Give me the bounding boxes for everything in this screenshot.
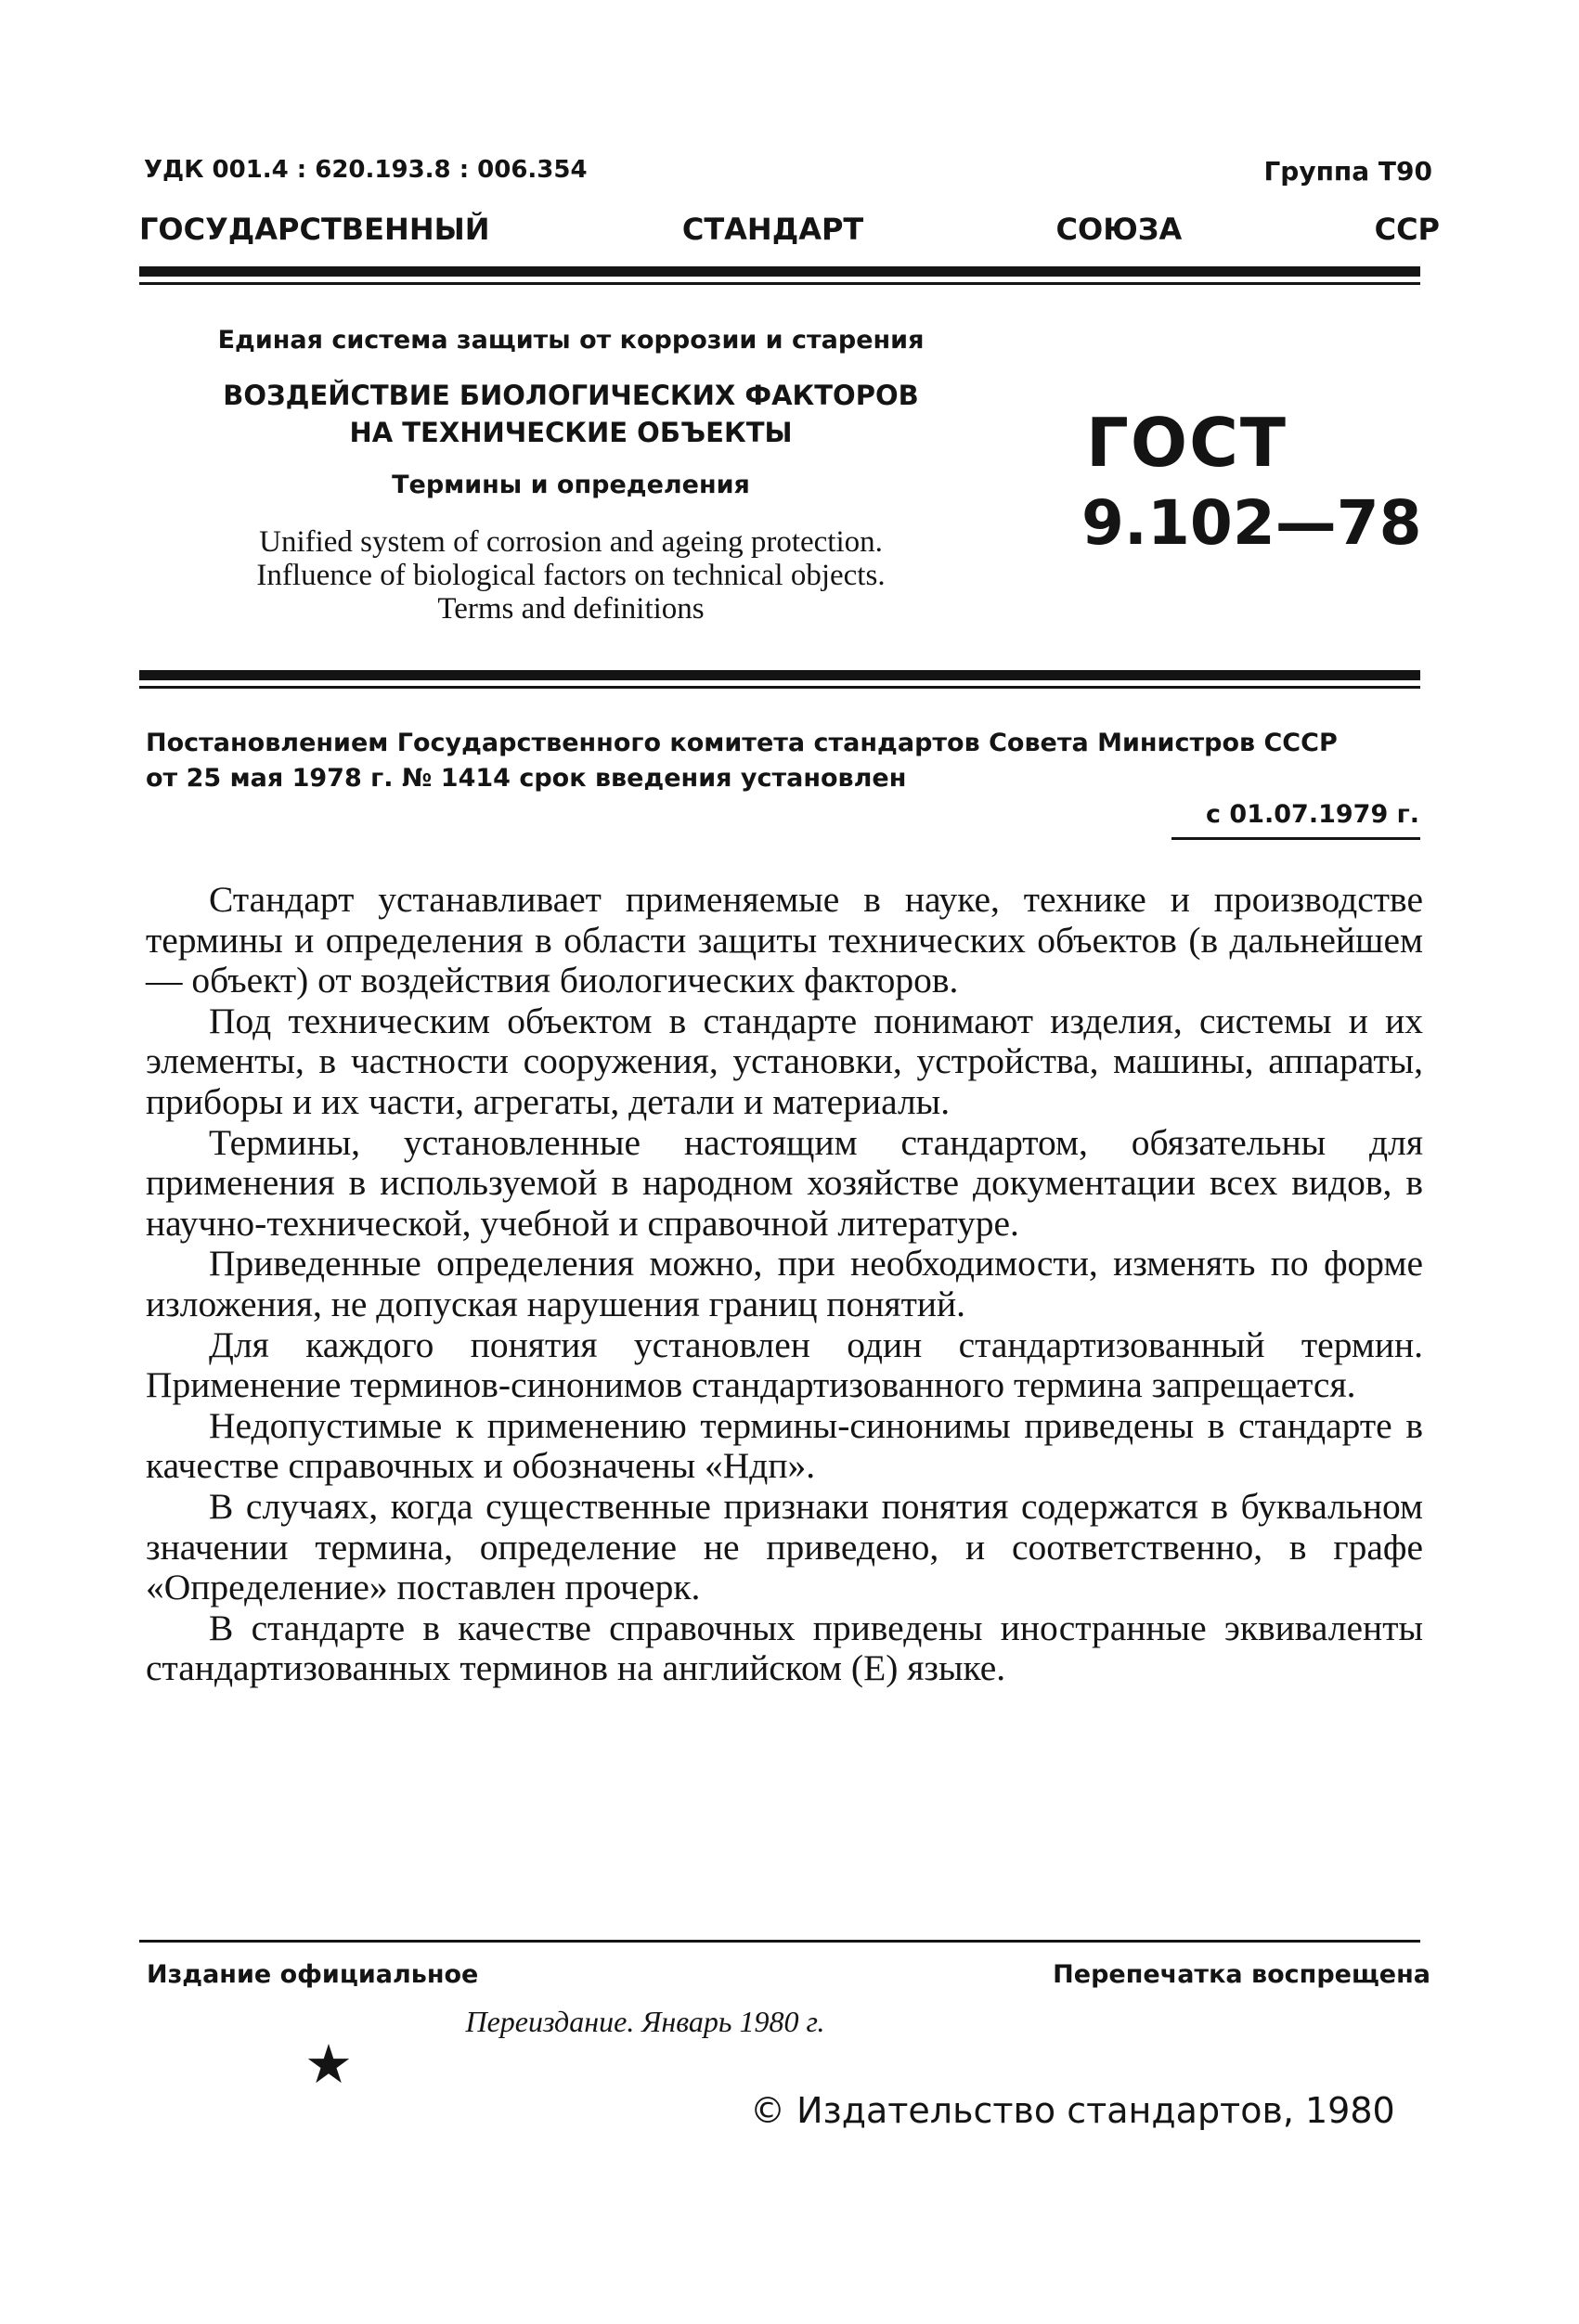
effective-date-underline — [1171, 837, 1420, 840]
paragraph: В стандарте в качестве справочных приведены иностранные эквиваленты стандартизованных терминов на английском (Е) языке. — [146, 1607, 1423, 1689]
paragraph: В случаях, когда существенные признаки понятия содержатся в буквальном значении термина, определение не приведено, и соответственно, в графе «Определение» поставлен прочерк. — [146, 1485, 1423, 1608]
english-title-line: Unified system of corrosion and ageing protection. — [259, 525, 883, 559]
subtitle: Термины и определения — [392, 471, 750, 499]
paragraph: Приведенные определения можно, при необходимости, изменять по форме изложения, не допуская нарушения границ понятий. — [146, 1243, 1423, 1324]
udk-code: УДК 001.4 : 620.193.8 : 006.354 — [144, 156, 588, 184]
english-title-line: Terms and definitions — [437, 592, 705, 626]
heading-word: ГОСУДАРСТВЕННЫЙ — [139, 212, 490, 247]
paragraph: Стандарт устанавливает применяемые в науке, технике и производстве термины и определения в области защиты технических объектов (в дальнейшем — объект) от воздействия биологических факторов. — [146, 879, 1423, 1001]
footer-rule — [139, 1940, 1420, 1943]
heading-word: ССР — [1374, 212, 1440, 247]
official-edition: Издание официальное — [147, 1960, 479, 1989]
heading-word: СОЮЗА — [1055, 212, 1183, 247]
group-code: Группа Т90 — [1263, 156, 1432, 187]
reissue-note: Переиздание. Январь 1980 г. — [465, 2005, 825, 2038]
main-title-line: ВОЗДЕЙСТВИЕ БИОЛОГИЧЕСКИХ ФАКТОРОВ — [223, 380, 919, 411]
paragraph: Термины, установленные настоящим стандартом, обязательны для применения в используемой в народном хозяйстве документации всех видов, в научно-технической, учебной и справочной литературе. — [146, 1121, 1423, 1244]
english-title-line: Influence of biological factors on technical objects. — [256, 559, 886, 592]
heading-word: СТАНДАРТ — [681, 212, 864, 247]
decree-line: Постановлением Государственного комитета стандартов Совета Министров СССР — [146, 729, 1338, 757]
paragraph: Под техническим объектом в стандарте понимают изделия, системы и их элементы, в частности сооружения, установки, устройства, машины, аппараты, приборы и их части, агрегаты, детали и материалы. — [146, 1000, 1423, 1122]
title-rule-thin — [139, 686, 1420, 689]
english-title — [139, 525, 1003, 626]
body-text — [146, 880, 1423, 1689]
main-title-line: НА ТЕХНИЧЕСКИЕ ОБЪЕКТЫ — [349, 417, 793, 448]
gost-number: 9.102—78 — [1081, 487, 1422, 559]
gost-label: ГОСТ — [1086, 404, 1288, 482]
no-reprint-notice: Перепечатка воспрещена — [1053, 1960, 1430, 1989]
decree-line: от 25 мая 1978 г. № 1414 срок введения установлен — [146, 764, 907, 793]
header-rule-thin — [139, 282, 1420, 285]
copyright: © Издательство стандартов, 1980 — [750, 2090, 1395, 2131]
main-title — [139, 377, 1003, 451]
paragraph: Недопустимые к применению термины-синонимы приведены в стандарте в качестве справочных и обозначены «Ндп». — [146, 1404, 1423, 1487]
title-rule-thick — [139, 670, 1420, 680]
paragraph: Для каждого понятия установлен один стандартизованный термин. Применение терминов-синонимов стандартизованного термина запрещается. — [146, 1323, 1423, 1406]
effective-date: с 01.07.1979 г. — [1206, 800, 1419, 829]
star-icon: ★ — [304, 2033, 353, 2096]
header-rule-thick — [139, 266, 1420, 277]
decree — [146, 726, 1427, 796]
series-title: Единая система защиты от коррозии и старения — [217, 326, 925, 355]
title-block — [139, 323, 1003, 626]
state-standard-heading — [139, 212, 1440, 247]
